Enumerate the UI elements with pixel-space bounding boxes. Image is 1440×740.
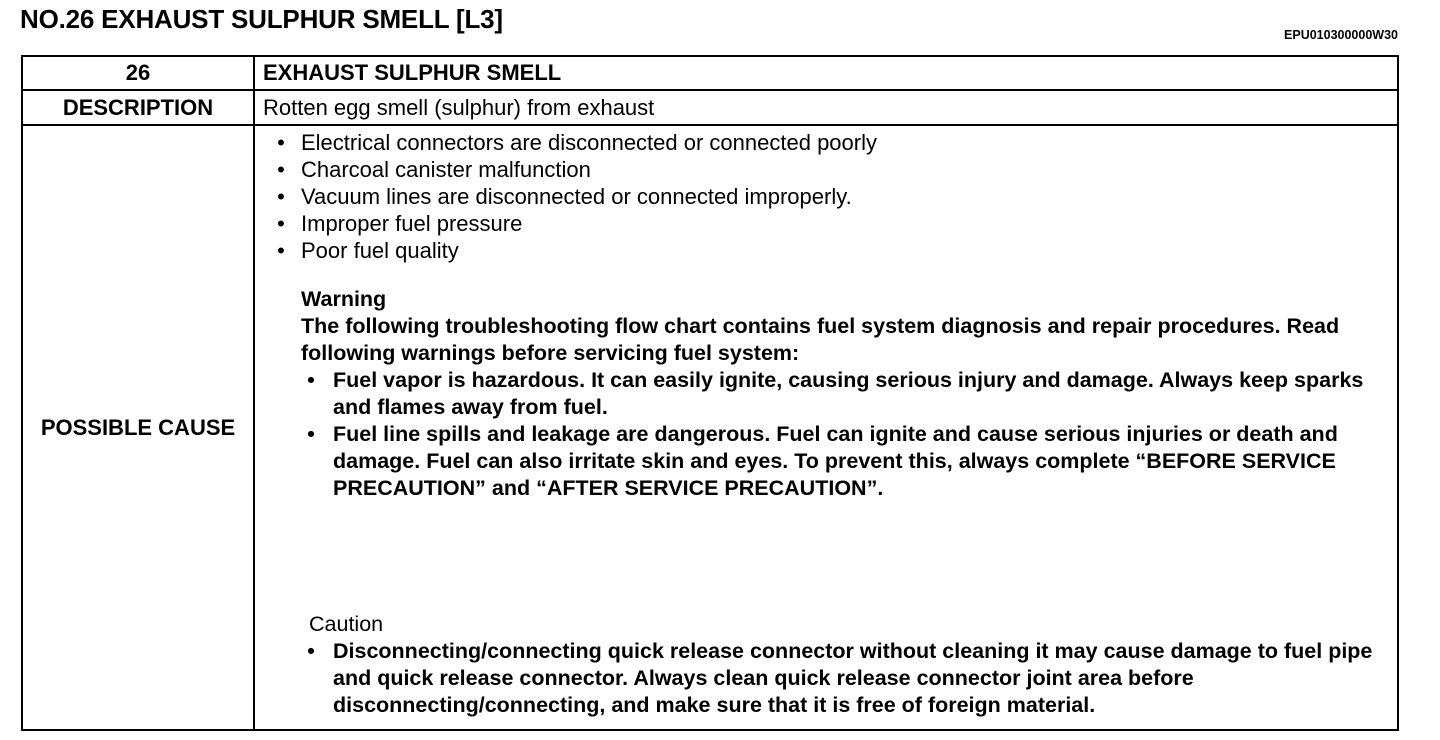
page-title: NO.26 EXHAUST SULPHUR SMELL [L3] xyxy=(20,4,503,34)
bullet-icon: • xyxy=(307,422,315,446)
description-row xyxy=(23,91,1397,126)
list-item xyxy=(269,156,877,183)
warning-item-text: Fuel vapor is hazardous. It can easily ignite, causing serious injury and damage. Always keep sparks and flames away from fuel. xyxy=(333,368,1364,419)
warning-item-text: Fuel line spills and leakage are dangerous. Fuel can ignite and cause serious injuries or death and damage. Fuel can also irritate skin and eyes. To prevent this, always complete “BEFORE SERVICE PRECAUTION” and “AFTER SERVICE PRECAUTION”. xyxy=(333,422,1338,500)
symptom-name: EXHAUST SULPHUR SMELL xyxy=(263,60,562,85)
table-header-row xyxy=(23,57,1397,91)
bullet-icon: • xyxy=(277,211,285,236)
list-item xyxy=(301,421,1391,502)
bullet-icon: • xyxy=(307,639,315,663)
possible-cause-label: POSSIBLE CAUSE xyxy=(40,414,236,440)
list-item xyxy=(269,237,877,264)
column-divider xyxy=(253,91,255,124)
warning-heading: Warning xyxy=(301,287,387,311)
list-item xyxy=(269,183,877,210)
column-divider xyxy=(253,126,255,729)
caution-heading: Caution xyxy=(309,612,384,636)
caution-list xyxy=(301,638,1391,719)
list-item xyxy=(269,210,877,237)
possible-cause-row xyxy=(23,126,1397,729)
description-label: DESCRIPTION xyxy=(62,94,214,120)
cause-list xyxy=(269,129,877,264)
bullet-icon: • xyxy=(307,368,315,392)
list-item xyxy=(301,638,1391,719)
cause-item-text: Improper fuel pressure xyxy=(301,211,523,236)
bullet-icon: • xyxy=(277,130,285,155)
description-text: Rotten egg smell (sulphur) from exhaust xyxy=(263,94,655,120)
bullet-icon: • xyxy=(277,184,285,209)
cause-item-text: Poor fuel quality xyxy=(301,238,459,263)
document-code: EPU010300000W30 xyxy=(1284,28,1398,42)
cause-item-text: Electrical connectors are disconnected or connected poorly xyxy=(301,130,877,155)
warning-block xyxy=(301,286,1391,502)
symptom-number: 26 xyxy=(125,60,151,85)
bullet-icon: • xyxy=(277,157,285,182)
bullet-icon: • xyxy=(277,238,285,263)
list-item xyxy=(301,367,1391,421)
warning-list xyxy=(301,367,1391,502)
cause-item-text: Charcoal canister malfunction xyxy=(301,157,591,182)
list-item xyxy=(269,129,877,156)
troubleshooting-table xyxy=(21,55,1399,731)
column-divider xyxy=(253,57,255,89)
caution-block xyxy=(301,611,1391,719)
caution-item-text: Disconnecting/connecting quick release connector without cleaning it may cause damage to fuel pipe and quick release connector. Always clean quick release connector joint area before disconnecting/connecting, and make sure that it is free of foreign material. xyxy=(333,639,1373,717)
warning-intro: The following troubleshooting flow chart contains fuel system diagnosis and repair procedures. Read following warnings before servicing fuel system: xyxy=(301,314,1340,365)
cause-item-text: Vacuum lines are disconnected or connected improperly. xyxy=(301,184,852,209)
